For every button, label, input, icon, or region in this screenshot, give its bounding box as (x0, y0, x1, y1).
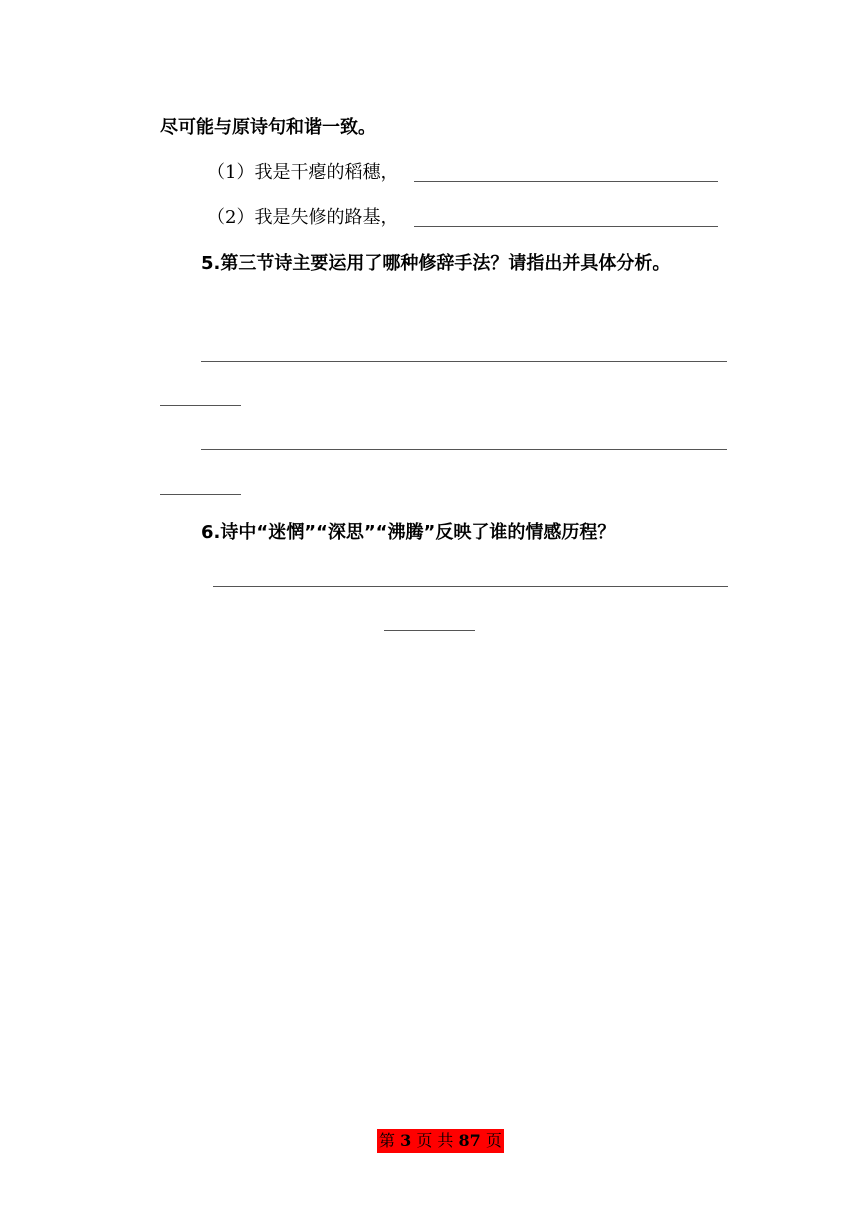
page-number-footer (377, 1129, 504, 1153)
footer-middle: 页 共 (416, 1131, 454, 1150)
question-6: 6.诗中“迷惘”“深思”“沸腾”反映了谁的情感历程？ (201, 522, 616, 543)
fill-item-1-answer-line[interactable] (414, 181, 718, 182)
footer-suffix: 页 (485, 1131, 502, 1150)
total-page-count: 87 (458, 1131, 481, 1150)
q6-answer-line-1-continuation[interactable] (384, 630, 475, 631)
q5-answer-line-2[interactable] (201, 449, 727, 450)
question-5: 5.第三节诗主要运用了哪种修辞手法？请指出并具体分析。 (201, 253, 671, 274)
fill-item-2-answer-line[interactable] (414, 226, 718, 227)
q5-answer-line-1-continuation[interactable] (160, 405, 241, 406)
q5-answer-line-1[interactable] (201, 361, 727, 362)
q6-answer-line-1[interactable] (213, 586, 728, 587)
fill-item-2-label: （2）我是失修的路基， (207, 207, 399, 228)
current-page-number: 3 (400, 1131, 412, 1150)
q5-answer-line-2-continuation[interactable] (160, 494, 241, 495)
instruction-continuation: 尽可能与原诗句和谐一致。 (160, 117, 376, 138)
footer-prefix: 第 (379, 1131, 396, 1150)
fill-item-1-label: （1）我是干瘪的稻穗， (207, 162, 399, 183)
